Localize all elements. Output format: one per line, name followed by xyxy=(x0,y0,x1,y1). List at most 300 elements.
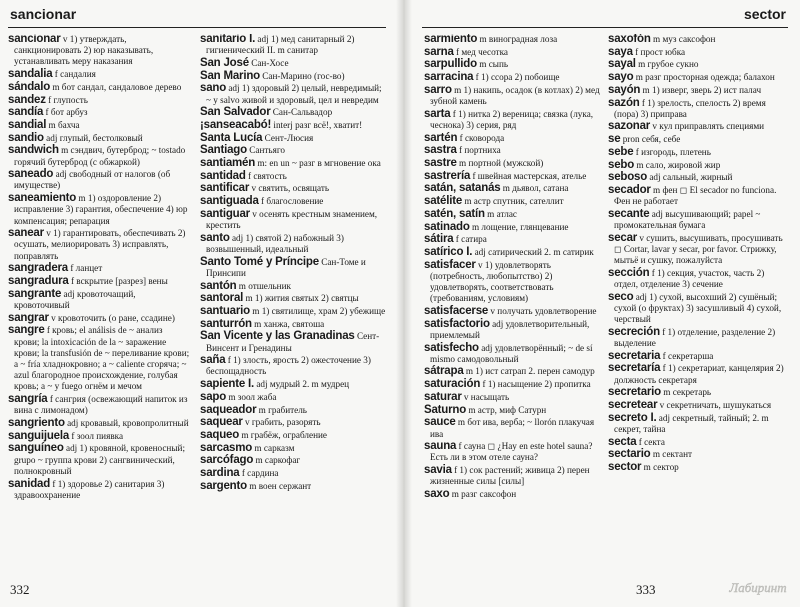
headword: sangradura xyxy=(8,275,69,288)
definition: m грабитель xyxy=(258,404,307,415)
headword: santón xyxy=(200,279,237,292)
dictionary-entry xyxy=(424,196,602,207)
headword: sartén xyxy=(424,131,458,144)
headword: sandwich xyxy=(8,144,59,157)
headword: sazón xyxy=(608,96,640,109)
definition: f мед чесотка xyxy=(455,46,508,57)
dictionary-entry xyxy=(608,47,790,58)
headword: satisfactorio xyxy=(424,317,490,330)
dictionary-entry xyxy=(608,209,790,231)
definition: adj глупый, бестолковый xyxy=(46,132,143,143)
dictionary-entry xyxy=(608,134,790,145)
headword: sayo xyxy=(608,71,634,84)
definition: Сент-Винсент и Гренадины xyxy=(206,331,380,353)
dictionary-entry xyxy=(200,58,386,69)
headword: sastra xyxy=(424,144,457,157)
dictionary-entry xyxy=(200,355,386,377)
headword: saturar xyxy=(424,390,462,403)
dictionary-entry xyxy=(8,95,190,106)
dictionary-entry xyxy=(200,145,386,156)
headword: santificar xyxy=(200,182,250,195)
headword: ¡sanseacabó! xyxy=(200,118,272,131)
headword: sardina xyxy=(200,467,240,480)
dictionary-entry xyxy=(8,431,190,442)
dictionary-entry xyxy=(424,34,602,45)
headword: saturación xyxy=(424,378,481,391)
dictionary-entry xyxy=(200,455,386,466)
definition: Сан-Сальвадор xyxy=(272,107,333,118)
dictionary-entry xyxy=(8,228,190,262)
definition: m секретарь xyxy=(663,387,712,398)
definition: f 1) здоровье 2) санитария 3) здравоохранение xyxy=(14,478,165,500)
left-column-1 xyxy=(8,34,190,574)
dictionary-entry xyxy=(8,289,190,311)
left-running-head: sancionar xyxy=(10,6,77,22)
definition: f 1) злость, ярость 2) ожесточение 3) беспощадность xyxy=(206,355,371,377)
dictionary-entry xyxy=(8,263,190,274)
dictionary-entry xyxy=(200,71,386,82)
dictionary-entry xyxy=(424,47,602,58)
dictionary-entry xyxy=(8,133,190,144)
definition: f изгородь, плетень xyxy=(635,146,711,157)
dictionary-entry xyxy=(424,183,602,194)
dictionary-entry xyxy=(608,98,790,120)
headword: sayal xyxy=(608,58,636,71)
left-page xyxy=(0,0,398,607)
definition: f сардина xyxy=(241,468,279,479)
dictionary-entry xyxy=(200,196,386,207)
headword: Santo Tomé y Príncipe xyxy=(200,255,319,268)
definition: f 1) секция, участок, часть 2) отдел, отделение 3) сечение xyxy=(614,267,765,290)
headword: secreto I. xyxy=(608,411,657,424)
definition: f 1) секретариат, канцелярия 2) должность секретаря xyxy=(614,363,784,385)
dictionary-entry xyxy=(424,417,602,439)
headword: Santiago xyxy=(200,144,247,157)
dictionary-entry xyxy=(608,437,790,448)
headword: San Marino xyxy=(200,69,260,82)
dictionary-entry xyxy=(608,160,790,171)
header-rule xyxy=(422,27,788,28)
dictionary-entry xyxy=(608,185,790,207)
dictionary-entry xyxy=(608,462,790,473)
definition: adj сатирический 2. m сатирик xyxy=(474,246,594,257)
headword: secretaría xyxy=(608,362,661,375)
headword: sectario xyxy=(608,448,651,461)
right-column-1 xyxy=(424,34,602,574)
dictionary-entry xyxy=(8,418,190,429)
headword: santo xyxy=(200,231,230,244)
headword: sangrar xyxy=(8,311,49,324)
headword: sangre xyxy=(8,324,45,337)
dictionary-entry xyxy=(8,107,190,118)
headword: sanitario I. xyxy=(200,34,256,45)
headword: sección xyxy=(608,266,650,279)
definition: f сауна ◻ ¿Hay en este hotel sauna? Есть ли в этом отеле сауна? xyxy=(430,441,593,463)
headword: sátira xyxy=(424,233,454,246)
headword: saxo xyxy=(424,488,450,501)
headword: sapiente I. xyxy=(200,378,255,391)
headword: sarro xyxy=(424,83,452,96)
definition: adj кровоточащий, кровоточивый xyxy=(14,288,136,310)
definition: f сковорода xyxy=(459,132,505,143)
definition: m 1) жития святых 2) святцы xyxy=(245,293,359,304)
headword: sarcófago xyxy=(200,454,254,467)
headword: sarpullido xyxy=(424,58,477,71)
headword: seco xyxy=(608,290,634,303)
dictionary-entry xyxy=(200,481,386,492)
right-page-number: 333 xyxy=(636,582,656,597)
definition: v святить, освящать xyxy=(251,183,330,194)
dictionary-entry xyxy=(200,468,386,479)
dictionary-entry xyxy=(424,247,602,258)
dictionary-entry xyxy=(608,327,790,349)
definition: f прост юбка xyxy=(635,46,686,57)
definition: f святость xyxy=(247,170,287,181)
definition: adj высушивающий; papel ~ промокательная бумага xyxy=(614,208,761,231)
definition: f глупость xyxy=(48,94,88,105)
definition: f 1) отделение, разделение 2) выделение xyxy=(614,326,776,349)
definition: m сектант xyxy=(652,449,693,460)
dictionary-entry xyxy=(200,34,386,56)
headword: sangriento xyxy=(8,417,65,429)
dictionary-entry xyxy=(200,257,386,279)
definition: m лощение, глянцевание xyxy=(471,221,569,232)
headword: savia xyxy=(424,464,452,477)
headword: saxofón xyxy=(608,34,651,45)
dictionary-entry xyxy=(8,193,190,227)
headword: satisfacerse xyxy=(424,304,489,317)
headword: saneamiento xyxy=(8,192,77,205)
dictionary-entry xyxy=(608,413,790,435)
definition: adj 1) мед санитарный 2) гигиенический II. m санитар xyxy=(206,34,355,56)
dictionary-entry xyxy=(8,69,190,80)
dictionary-entry xyxy=(200,379,386,390)
dictionary-entry xyxy=(424,158,602,169)
headword: San Salvador xyxy=(200,106,271,119)
definition: f ланцет xyxy=(70,263,103,274)
headword: sastre xyxy=(424,157,457,170)
definition: f 1) насыщение 2) пропитка xyxy=(482,379,591,390)
headword: secta xyxy=(608,435,637,448)
definition: adj 1) сухой, высохший 2) сушёный; сухой (о фруктах) 3) засушливый 4) сухой, черствый xyxy=(614,291,782,325)
dictionary-entry xyxy=(200,443,386,454)
dictionary-entry xyxy=(200,83,386,105)
definition: Сан-Марино (гос-во) xyxy=(262,70,345,81)
definition: v кул приправлять специями xyxy=(652,121,765,132)
dictionary-entry xyxy=(8,276,190,287)
dictionary-entry xyxy=(608,351,790,362)
headword: sauna xyxy=(424,440,457,453)
headword: Saturno xyxy=(424,403,467,416)
definition: m 1) святилище, храм 2) убежище xyxy=(252,305,386,316)
dictionary-entry xyxy=(8,313,190,324)
definition: f швейная мастерская, ателье xyxy=(472,170,587,181)
definition: f благословение xyxy=(261,196,324,207)
headword: satisfacer xyxy=(424,258,476,271)
definition: m сектор xyxy=(643,462,679,473)
definition: f кровь; el análisis de ~ анализ крови; la intoxicación de la ~ заражение крови; la transfusión de ~ переливание крови; a ~ fría хладнокровно; a ~ caliente сгоряча; ~ azul благородное происхождение, голубая кровь; a ~ y fuego огнём и мечом xyxy=(14,325,190,392)
definition: v 1) гарантировать, обеспечивать 2) осушать, мелиорировать 3) исправлять, поправлять xyxy=(14,228,186,261)
dictionary-entry xyxy=(424,145,602,156)
definition: v 1) утверждать, санкционировать 2) юр наказывать, устанавливать меру наказания xyxy=(14,34,154,67)
dictionary-entry xyxy=(200,405,386,416)
definition: m отшельник xyxy=(238,280,291,291)
definition: f сангрия (освежающий напиток из вина с лимонадом) xyxy=(14,394,188,416)
dictionary-entry xyxy=(200,171,386,182)
dictionary-entry xyxy=(608,387,790,398)
definition: m сало, жировой жир xyxy=(636,159,721,170)
definition: adj удовлетворительный, приемлемый xyxy=(430,318,590,340)
definition: v секретничать, шушукаться xyxy=(659,400,772,411)
headword: santoral xyxy=(200,292,244,305)
dictionary-entry xyxy=(8,82,190,93)
dictionary-entry xyxy=(8,34,190,68)
definition: f 1) ссора 2) побоище xyxy=(475,72,560,83)
dictionary-entry xyxy=(608,85,790,96)
definition: m разг саксофон xyxy=(451,489,517,500)
definition: adj 1) кровяной, кровеносный; grupo ~ группа крови 2) сангвинический, полнокровный xyxy=(14,443,185,476)
definition: m бот сандал, сандаловое дерево xyxy=(52,81,182,92)
definition: f секретарша xyxy=(662,350,714,361)
definition: m астр спутник, сателлит xyxy=(464,196,564,207)
headword: sebe xyxy=(608,145,634,158)
dictionary-entry xyxy=(8,145,190,167)
headword: saquear xyxy=(200,416,243,429)
dictionary-entry xyxy=(424,85,602,107)
dictionary-entry xyxy=(424,306,602,317)
dictionary-entry xyxy=(200,158,386,169)
headword: sandial xyxy=(8,118,47,131)
logo-text: Лабиринт xyxy=(729,580,787,595)
dictionary-entry xyxy=(200,319,386,330)
headword: saya xyxy=(608,45,633,58)
dictionary-entry xyxy=(424,366,602,377)
dictionary-entry xyxy=(608,268,790,290)
headword: se xyxy=(608,133,621,146)
definition: f секта xyxy=(638,436,665,447)
left-column-2 xyxy=(200,34,386,574)
dictionary-entry xyxy=(608,363,790,385)
dictionary-entry xyxy=(424,379,602,390)
dictionary-entry xyxy=(8,479,190,501)
headword: secretaria xyxy=(608,349,661,362)
dictionary-entry xyxy=(424,489,602,500)
left-page-number: 332 xyxy=(10,582,30,597)
definition: m: en un ~ разг в мгновение ока xyxy=(257,158,381,169)
definition: m муз саксофон xyxy=(653,34,716,44)
headword: sátrapa xyxy=(424,365,464,378)
headword: secretear xyxy=(608,399,658,412)
dictionary-entry xyxy=(200,281,386,292)
definition: f 1) зрелость, спелость 2) время (пора) 3) приправа xyxy=(614,97,766,119)
headword: sarmiento xyxy=(424,34,478,45)
definition: m зоол жаба xyxy=(228,391,277,402)
dictionary-entry xyxy=(424,392,602,403)
headword: satélite xyxy=(424,195,463,208)
right-column-2 xyxy=(608,34,790,574)
dictionary-entry xyxy=(424,209,602,220)
dictionary-entry xyxy=(424,59,602,70)
definition: f сандалия xyxy=(54,69,96,80)
dictionary-entry xyxy=(200,293,386,304)
definition: m сэндвич, бутерброд; ~ tostado горячий бутерброд (с обжаркой) xyxy=(14,145,186,167)
definition: adj 1) здоровый 2) целый, невредимый; ~ y salvo живой и здоровый, цел и невредим xyxy=(206,83,382,105)
headword: sandía xyxy=(8,106,44,119)
headword: sangrante xyxy=(8,287,62,300)
definition: Сент-Люсия xyxy=(264,132,314,143)
headword: sarcasmo xyxy=(200,441,253,454)
headword: satén, satín xyxy=(424,207,485,220)
dictionary-entry xyxy=(424,72,602,83)
definition: f портниха xyxy=(459,145,501,156)
dictionary-entry xyxy=(608,449,790,460)
headword: sangría xyxy=(8,393,48,406)
definition: Сан-Томе и Принсипи xyxy=(206,256,366,278)
definition: m грабёж, ограбление xyxy=(241,430,327,440)
definition: Сан-Хосе xyxy=(251,57,289,68)
dictionary-entry xyxy=(424,171,602,182)
headword: sándalo xyxy=(8,80,51,93)
dictionary-entry xyxy=(424,441,602,463)
headword: sauce xyxy=(424,416,456,429)
definition: v 1) удовлетворять (потребность, любопытство) 2) удовлетворять, соответствовать (требованиям, условиям) xyxy=(430,259,554,304)
dictionary-entry xyxy=(608,233,790,267)
dictionary-entry xyxy=(200,306,386,317)
dictionary-entry xyxy=(608,172,790,183)
definition: m 1) ист сатрап 2. перен самодур xyxy=(465,366,595,377)
definition: f бот арбуз xyxy=(45,107,88,118)
definition: m портной (мужской) xyxy=(459,158,544,169)
dictionary-entry xyxy=(200,331,386,353)
headword: sector xyxy=(608,461,642,474)
headword: santidad xyxy=(200,169,246,182)
headword: saqueador xyxy=(200,403,257,416)
headword: sanguijuela xyxy=(8,429,70,442)
headword: sapo xyxy=(200,390,227,403)
definition: m сыпь xyxy=(479,59,509,70)
definition: m разг просторная одежда; балахон xyxy=(635,72,775,83)
definition: interj разг всё!, хватит! xyxy=(273,119,363,130)
dictionary-entry xyxy=(424,465,602,487)
definition: adj свободный от налогов (об имуществе) xyxy=(14,169,171,191)
dictionary-entry xyxy=(8,325,190,392)
headword: sandio xyxy=(8,131,44,144)
headword: saqueo xyxy=(200,429,240,441)
dictionary-entry xyxy=(8,120,190,131)
dictionary-entry xyxy=(608,121,790,132)
definition: adj 1) святой 2) набожный 3) возвышенный, идеальный xyxy=(206,232,344,254)
headword: San Vicente y las Granadinas xyxy=(200,330,355,343)
headword: satinado xyxy=(424,220,470,233)
headword: secante xyxy=(608,207,650,220)
right-page xyxy=(410,0,800,607)
dictionary-entry xyxy=(8,169,190,191)
definition: v получать удовлетворение xyxy=(490,305,597,316)
definition: m 1) оздоровление 2) исправление 3) гарантия, обеспечение 4) юр компенсация; репарация xyxy=(14,193,188,226)
dictionary-entry xyxy=(200,233,386,255)
dictionary-entry xyxy=(200,209,386,231)
headword: saña xyxy=(200,354,226,367)
headword: sano xyxy=(200,82,227,95)
definition: v грабить, разорять xyxy=(245,417,321,428)
definition: m воен сержант xyxy=(249,480,312,491)
headword: sarta xyxy=(424,107,451,120)
labirint-logo xyxy=(722,568,794,604)
headword: santiamén xyxy=(200,157,256,170)
definition: m 1) изверг, зверь 2) ист палач xyxy=(642,84,762,95)
headword: sarracina xyxy=(424,71,474,84)
definition: m атлас xyxy=(487,208,517,219)
definition: adj сальный, жирный xyxy=(649,172,733,183)
definition: m дьявол, сатана xyxy=(502,183,569,194)
headword: sangradera xyxy=(8,262,69,275)
headword: secretario xyxy=(608,386,661,399)
definition: pron себя, себе xyxy=(622,134,681,145)
dictionary-entry xyxy=(424,109,602,131)
headword: sargento xyxy=(200,479,247,492)
headword: satírico I. xyxy=(424,245,473,258)
dictionary-entry xyxy=(200,417,386,428)
headword: sastrería xyxy=(424,169,471,182)
definition: m бахча xyxy=(48,119,80,130)
definition: m виноградная лоза xyxy=(479,34,558,44)
dictionary-entry xyxy=(608,72,790,83)
headword: Santa Lucía xyxy=(200,131,263,144)
definition: m бот ива, верба; ~ llorón плакучая ива xyxy=(430,417,595,439)
dictionary-entry xyxy=(200,430,386,441)
dictionary-entry xyxy=(424,260,602,305)
headword: santuario xyxy=(200,304,250,317)
dictionary-entry xyxy=(424,405,602,416)
headword: satisfecho xyxy=(424,341,479,354)
definition: adj секретный, тайный; 2. m секрет, тайна xyxy=(614,412,769,434)
definition: Сантьяго xyxy=(249,145,285,156)
definition: m ханжа, святоша xyxy=(254,318,325,329)
headword: sanidad xyxy=(8,477,51,490)
headword: sebo xyxy=(608,158,635,171)
definition: m грубое сукно xyxy=(638,59,699,70)
definition: f 1) сок растений; живица 2) перен жизненные силы [силы] xyxy=(430,465,590,487)
headword: santiguada xyxy=(200,195,259,208)
dictionary-entry xyxy=(608,292,790,326)
headword: sancionar xyxy=(8,34,61,45)
definition: f 1) нитка 2) вереница; связка (лука, чеснока) 3) серия, ряд xyxy=(430,108,594,130)
dictionary-entry xyxy=(424,222,602,233)
dictionary-entry xyxy=(424,343,602,365)
headword: seboso xyxy=(608,171,648,184)
dictionary-entry xyxy=(200,133,386,144)
headword: sazonar xyxy=(608,120,651,133)
dictionary-entry xyxy=(424,319,602,341)
dictionary-entry xyxy=(608,34,790,45)
definition: m фен ◻ El secador no funciona. Фен не работает xyxy=(614,184,777,207)
dictionary-entry xyxy=(200,107,386,118)
definition: adj удовлетворённый; ~ de sí mismo самодовольный xyxy=(430,342,593,364)
dictionary-entry xyxy=(200,392,386,403)
headword: sayón xyxy=(608,83,641,96)
definition: v сушить, высушивать, просушивать ◻ Cortar, lavar y secar, por favor. Стрижку, мытьё и сушку, пожалуйста xyxy=(614,232,783,266)
definition: m сарказм xyxy=(254,442,295,453)
headword: sandalia xyxy=(8,68,53,81)
dictionary-entry xyxy=(608,59,790,70)
definition: m саркофаг xyxy=(255,455,301,466)
headword: secador xyxy=(608,183,651,196)
headword: secar xyxy=(608,231,638,244)
headword: santiguar xyxy=(200,207,250,220)
headword: sandez xyxy=(8,93,46,106)
definition: f вскрытие [разрез] вены xyxy=(70,276,168,287)
definition: v насыщать xyxy=(463,391,510,402)
